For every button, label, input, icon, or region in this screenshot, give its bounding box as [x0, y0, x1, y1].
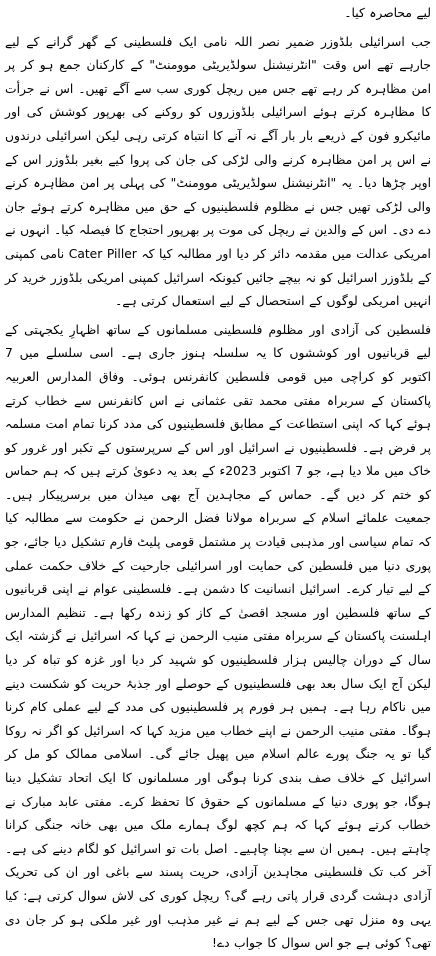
article-paragraph-rachel-corrie: جب اسرائیلی بلڈوزر ضمیر نصر اللہ نامی ایک فلسطینی کے گھر گرانے کے لیے جارہے تھے اس وقت "انٹرنیشنل سولڈیریٹی موومنٹ" کے کارکنان جمع ہو کر پر امن مظاہرہ کر رہے تھے جس میں ریچل کوری سب سے آگے تھیں۔ اس نے جرأت کا مظاہرہ کرتے ہوئے اسرائیلی بلڈوزروں کو روکنے کی بھرپور کوشش کی اور مائیکرو فون کے ذریعے بار بار آگے نہ آنے کا انتباہ کرتی رہی لیکن اسرائیلی درندوں نے اس پر امن مظاہرہ کرنے والی لڑکی کی جان کی پروا کیے بغیر بلڈوزر اس کے اوپر چڑھا دیا۔ یہ "انٹرنیشنل سولڈیریٹی موومنٹ" کی پہلی پر امن مظاہرہ کرنے والی لڑکی تھیں جس نے مظلوم فلسطینیوں کے حق میں مظاہرہ کرتے ہوئے جان دے دی۔ اس کے والدین نے ریچل کی موت پر بھرپور احتجاج کا فیصلہ کیا۔ انہوں نے امریکی عدالت میں مقدمہ دائر کر دیا اور مطالبہ کیا کہ Cater Piller نامی کمپنی کے بلڈوزر اسرائیل کو نہ بیچے جائیں کیونکہ اسرائیل کمپنی امریکی بلڈوزر خرید کر انہیں امریکی لوگوں کے استحصال کے لیے استعمال کرتی ہے۔ — [5, 34, 431, 309]
article-paragraph-intro: لیے محاصرہ کیا۔ — [344, 6, 431, 20]
article-paragraph-palestine-conference: فلسطین کی آزادی اور مظلوم فلسطینی مسلمانوں کے ساتھ اظہارِ یکجہتی کے لیے قربانیوں اور کوششوں کا یہ سلسلہ ہنوز جاری ہے۔ اسی سلسلے میں 7 اکتوبر کو کراچی میں قومی فلسطین کانفرنس ہوئی۔ وفاق المدارس العربیہ پاکستان کے سربراہ مفتی محمد تقی عثمانی نے اس کانفرنس سے خطاب کرتے ہوئے کہا کہ اپنی استطاعت کے مطابق فلسطینیوں کی مدد کرنا تمام امت مسلمہ پر فرض ہے۔ فلسطینیوں نے اسرائیل اور اس کے سرپرستوں کے تکبر اور غرور کو خاک میں ملا دیا ہے، جو 7 اکتوبر 2023ء کے بعد یہ دعویٰ کرتے ہیں کہ ہم حماس کو ختم کر دیں گے۔ حماس کے مجاہدین آج بھی میدان میں برسرپیکار ہیں۔ جمعیت علمائے اسلام کے سربراہ مولانا فضل الرحمن نے حکومت سے مطالبہ کیا کہ تمام سیاسی اور مذہبی قیادت پر مشتمل قومی پلیٹ فارم تشکیل دیا جائے، جو پوری دنیا میں فلسطین کی حمایت اور اسرائیلی جارحیت کے خلاف حکمت عملی کے لیے تیار کرے۔ اسرائیل انسانیت کا دشمن ہے۔ فلسطینی عوام نے اپنی قربانیوں کے ساتھ فلسطین اور مسجد اقصیٰ کے کاز کو زندہ رکھا ہے۔ تنظیم المدارس اہلسنت پاکستان کے سربراہ مفتی منیب الرحمن نے کہا کہ اسرائیل نے گزشتہ ایک سال کے دوران چالیس ہزار فلسطینیوں کو شہید کر دیا اور غزہ کو تباہ کر دیا لیکن آج ایک سال بعد بھی فلسطینیوں کے حوصلے اور جذبۂ حریت کو شکست دینے میں ناکام رہا ہے۔ ہمیں ہر فورم پر فلسطینیوں کی مدد کے لیے عملی کام کرنا ہوگا۔ مفتی منیب الرحمن نے اپنے خطاب میں مزید کہا کہ اسرائیل کو اگر نہ روکا گیا تو یہ جنگ پورے عالم اسلام میں پھیل جائے گی۔ اسلامی ممالک کو مل کر اسرائیل کے خلاف صف بندی کرنا ہوگی اور مسلمانوں کا ایک اتحاد تشکیل دینا ہوگا، جو پوری دنیا کے مسلمانوں کے حقوق کا تحفظ کرے۔ مفتی عابد مبارک نے خطاب کرتے ہوئے کہا کہ ہم کچھ لوگ ہمارے ملک میں بھی خانہ جنگی کرانا چاہتے ہیں۔ ہمیں ان سے بچنا چاہیے۔ اصل بات تو اسرائیل کو لگام دینے کی ہے۔ آخر کب تک فلسطینی مجاہدین آزادی، حریت پسند سے باغی اور ان کی تحریک آزادی دہشت گردی قرار پاتی رہے گی؟ ریچل کوری کی لاش سوال کرتی ہے: کیا یہی وہ منزل تھی جس کے لیے ہم نے غیر مذہب اور غیر ملکی ہو کر جان دی تھی؟ کوئی ہے جو اس سوال کا جواب دے! — [5, 322, 431, 951]
